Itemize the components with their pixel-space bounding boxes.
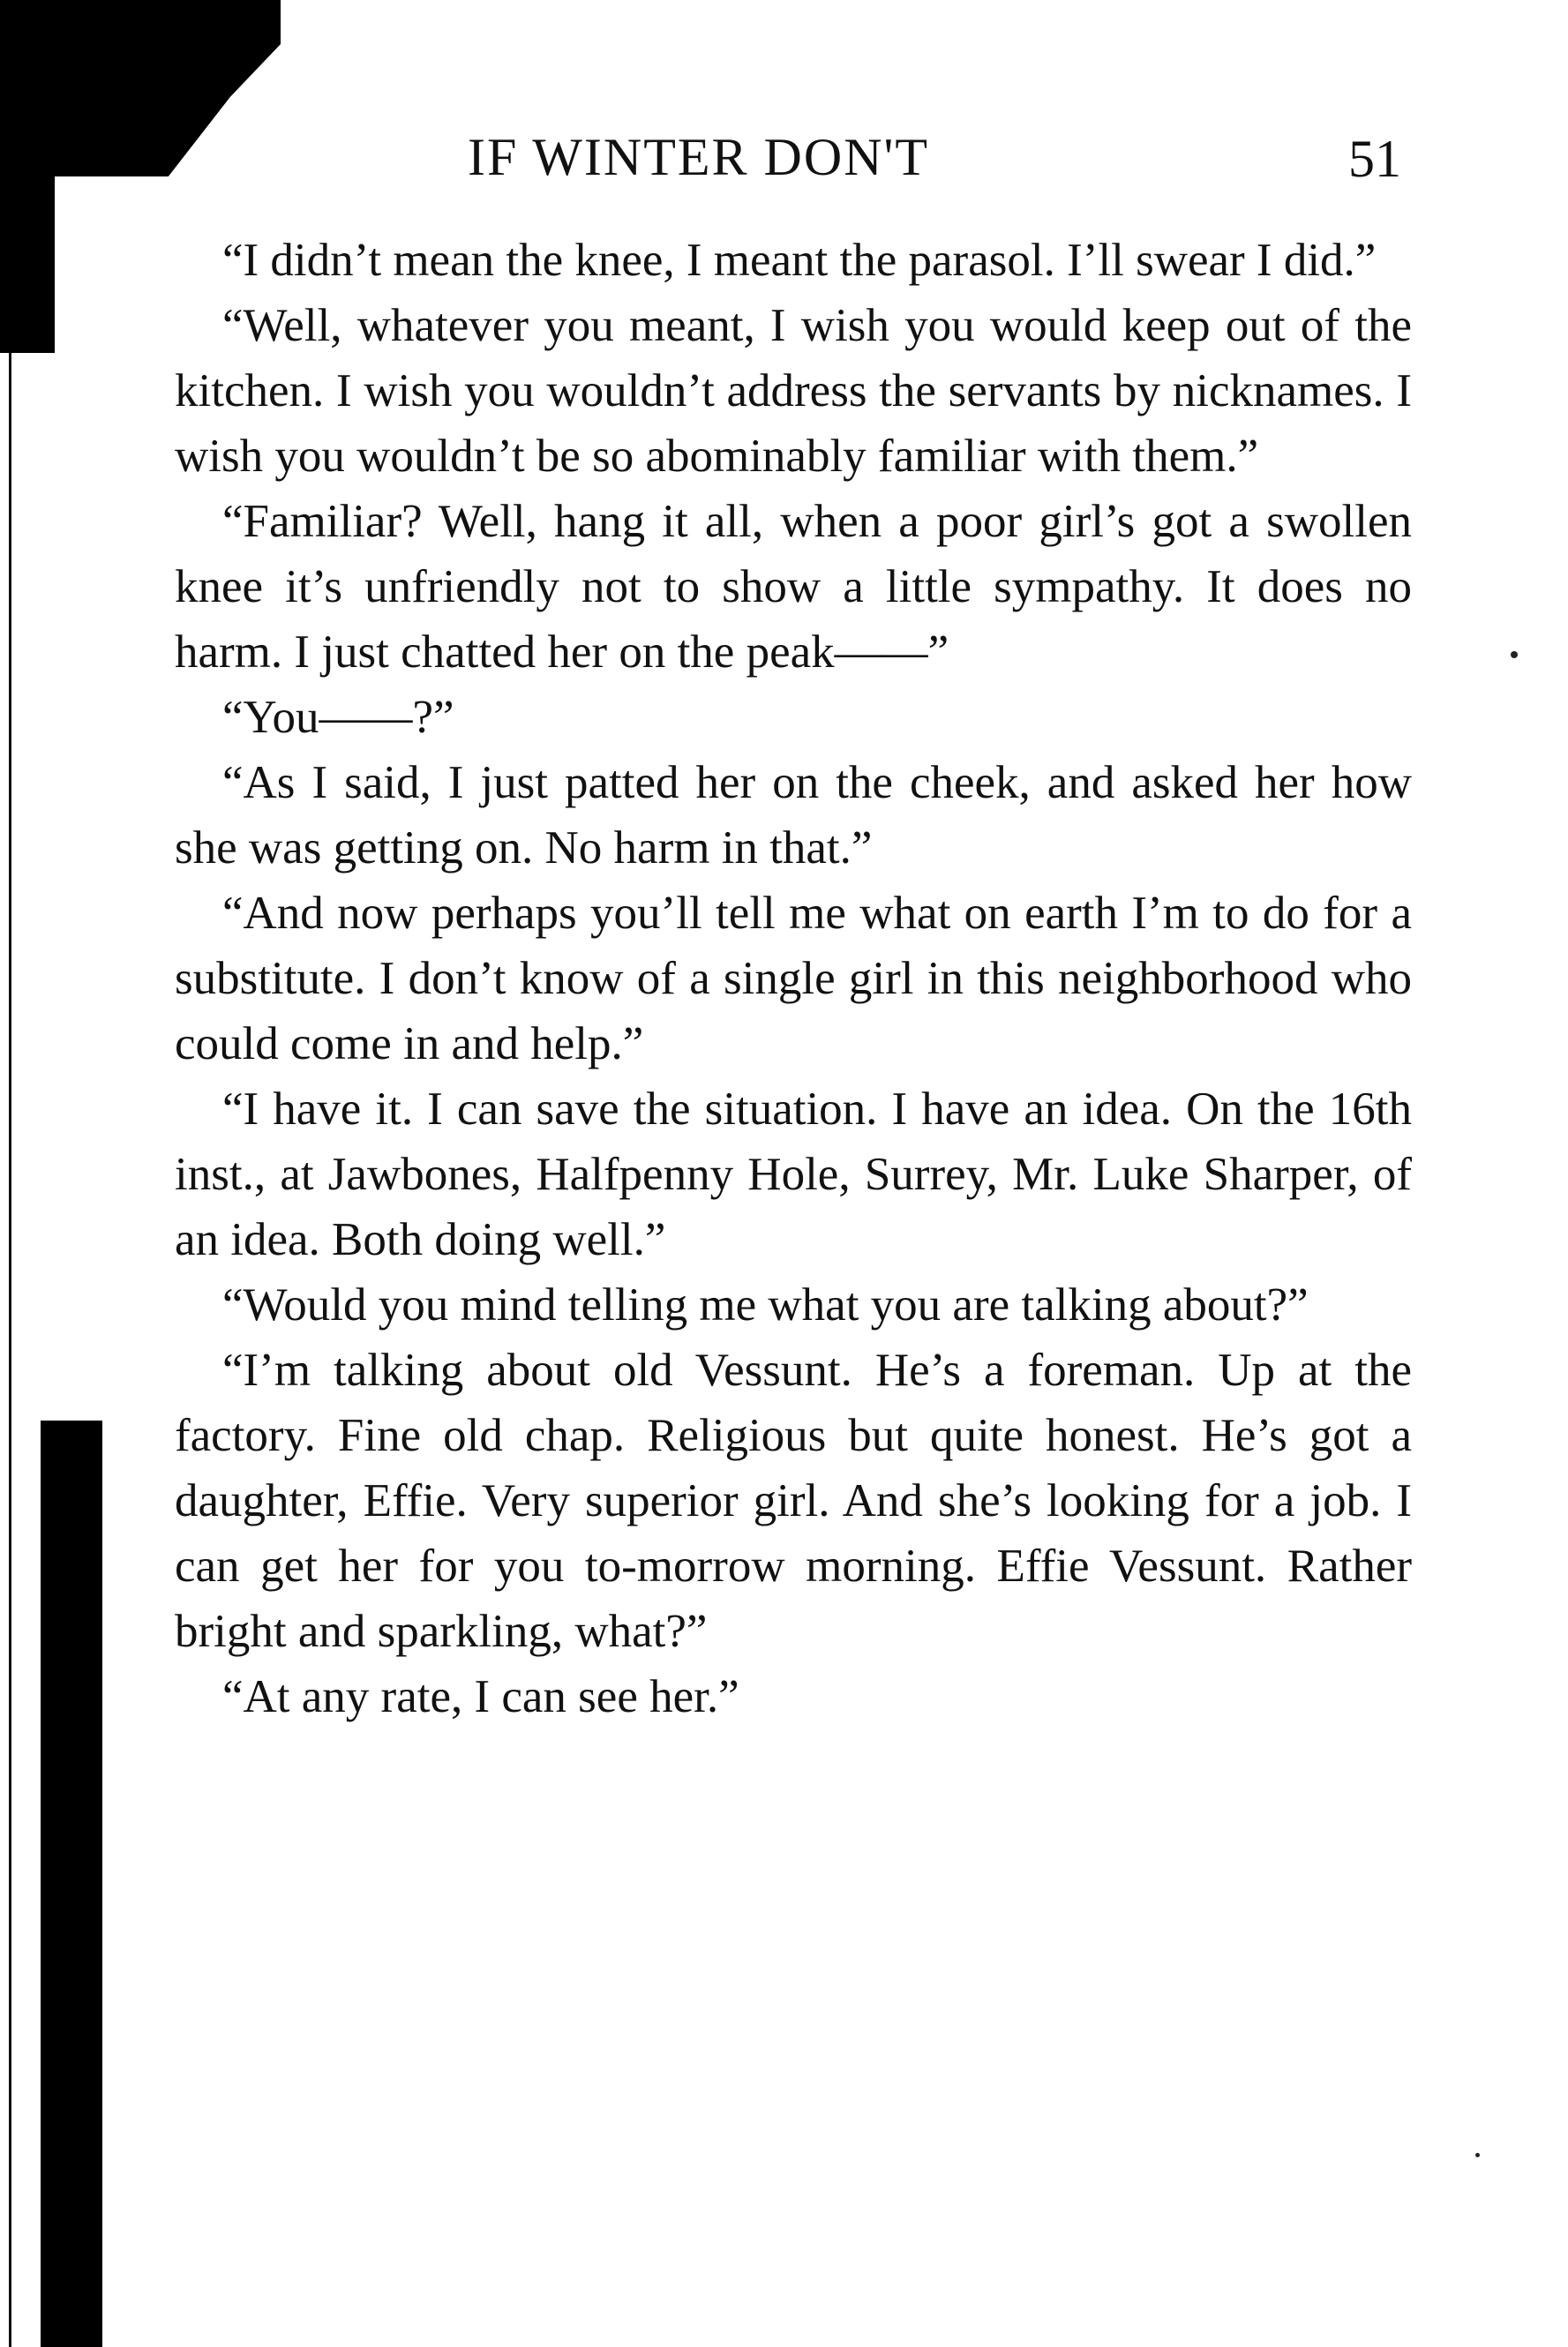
paragraph: “I didn’t mean the knee, I meant the parasol. I’ll swear I did.”: [222, 235, 1377, 286]
paragraph: “I’m talking about old Vessunt. He’s a foreman. Up at the factory. Fine old chap. Religious but quite honest. He’s got a daughter, Effie. Very superior girl. And she’s looking for a job. I can get her for you to-morrow morning. Effie Vessunt. Rather bright and sparkling, what?”: [175, 1345, 1412, 1657]
running-title: IF WINTER DON'T: [468, 128, 929, 186]
paragraph: “Well, whatever you meant, I wish you would keep out of the kitchen. I wish you wouldn’t address the servants by nicknames. I wish you wouldn’t be so abominably familiar with them.”: [175, 300, 1412, 482]
paragraph: “As I said, I just patted her on the cheek, and asked her how she was getting on. No harm in that.”: [175, 757, 1412, 874]
paragraph: “Would you mind telling me what you are talking about?”: [222, 1279, 1309, 1331]
page-number: 51: [1348, 130, 1401, 188]
scan-margin-shadow-bottom: [41, 1421, 102, 2347]
paragraph: “I have it. I can save the situation. I have an idea. On the 16th inst., at Jawbones, Halfpenny Hole, Surrey, Mr. Luke Sharper, of an idea. Both doing well.”: [175, 1084, 1412, 1265]
scan-page-edge: [9, 353, 11, 2347]
paragraph: “And now perhaps you’ll tell me what on earth I’m to do for a substitute. I don’t know of a single girl in this neighborhood who could come in and help.”: [175, 888, 1412, 1069]
page-body: [175, 228, 1412, 1729]
scan-margin-shadow-corner: [0, 0, 281, 176]
scan-speck: [1511, 651, 1518, 658]
paragraph: “You——?”: [222, 692, 454, 743]
paragraph: “Familiar? Well, hang it all, when a poor girl’s got a swollen knee it’s unfriendly not to show a little sympathy. It does no harm. I just chatted her on the peak——”: [175, 496, 1412, 678]
scan-speck: [1475, 2153, 1480, 2157]
paragraph: “At any rate, I can see her.”: [222, 1671, 739, 1722]
